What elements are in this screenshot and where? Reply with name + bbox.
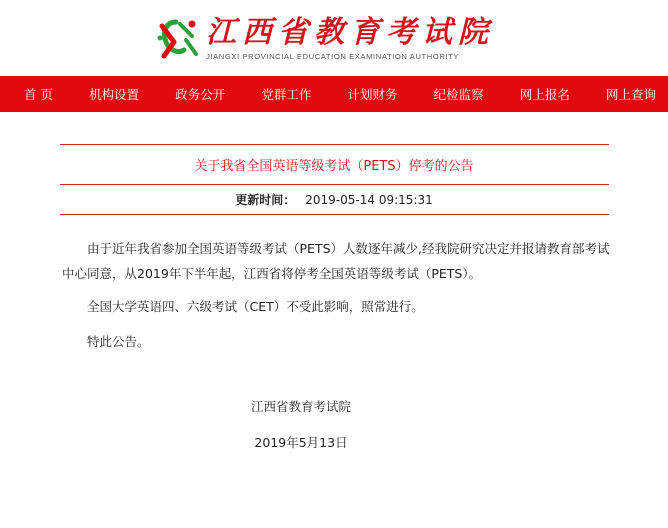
nav-item-government-affairs[interactable]: 政务公开 [175, 87, 226, 102]
jk-logo-icon [154, 16, 200, 60]
update-time-value: 2019-05-14 09:15:31 [305, 193, 433, 207]
logo-english-title: JIANGXI PROVINCIAL EDUCATION EXAMINATION AUTHORITY [206, 52, 460, 61]
update-time-label: 更新时间： [235, 193, 296, 207]
article-title: 关于我省全国英语等级考试（PETS）停考的公告 [194, 159, 474, 174]
nav-item-home[interactable]: 首 页 [24, 87, 53, 102]
update-time-row [0, 192, 668, 208]
article-paragraph: 特此公告。 [87, 334, 150, 349]
main-nav [0, 76, 668, 112]
signature-date: 2019年5月13日 [254, 435, 348, 450]
article-paragraph: 全国大学英语四、六级考试（CET）不受此影响，照常进行。 [87, 299, 424, 314]
nav-item-online-query[interactable]: 网上查询 [605, 87, 656, 102]
title-bottom-rule [60, 184, 609, 185]
meta-bottom-rule [60, 214, 609, 215]
site-logo[interactable] [154, 16, 494, 64]
title-top-rule [60, 144, 609, 145]
nav-item-organization[interactable]: 机构设置 [89, 87, 140, 102]
logo-chinese-title: 江西省教育考试院 [206, 15, 494, 50]
site-header [0, 0, 668, 76]
article-paragraph: 由于近年我省参加全国英语等级考试（PETS）人数逐年减少,经我院研究决定并报请教育部考试中心同意，从2019年下半年起，江西省将停考全国英语等级考试（PETS）。 [62, 241, 610, 281]
signature-org: 江西省教育考试院 [250, 399, 351, 414]
nav-item-planning-finance[interactable]: 计划财务 [347, 87, 398, 102]
nav-item-discipline[interactable]: 纪检监察 [433, 87, 484, 102]
nav-item-online-registration[interactable]: 网上报名 [519, 87, 570, 102]
nav-item-party-work[interactable]: 党群工作 [261, 87, 312, 102]
